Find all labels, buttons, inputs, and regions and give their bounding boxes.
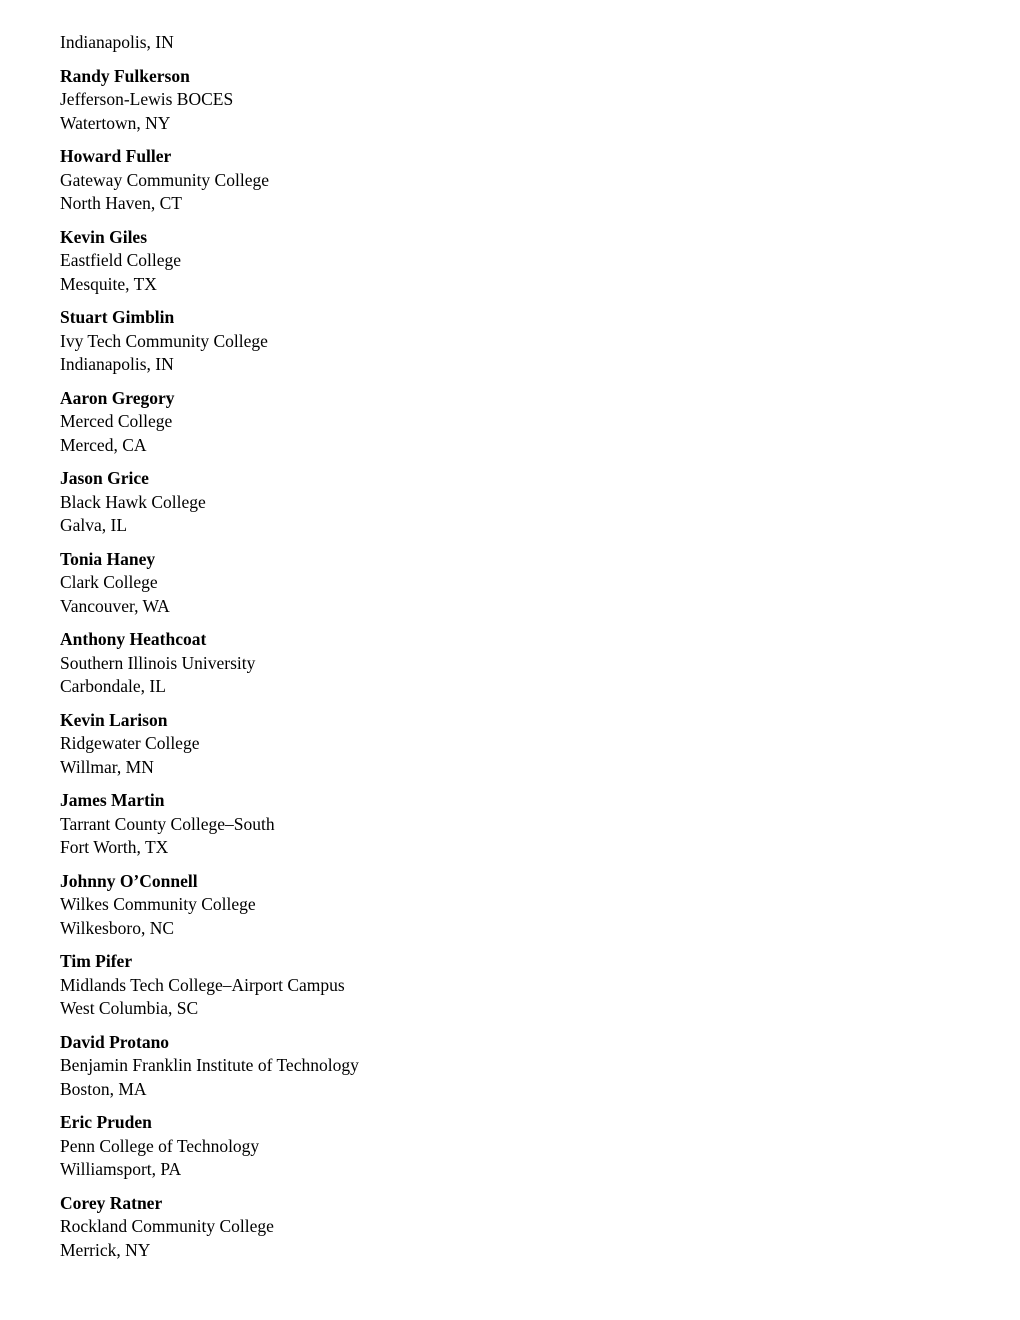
list-item	[60, 226, 960, 297]
list-item	[60, 709, 960, 780]
institution: Wilkes Community College	[60, 894, 256, 914]
list-item	[60, 548, 960, 619]
institution: Ivy Tech Community College	[60, 330, 268, 351]
institution: Eastfield College	[60, 250, 182, 270]
location: West Columbia, SC	[60, 998, 199, 1018]
list-item	[60, 387, 960, 458]
person-name: Kevin Giles	[60, 226, 148, 247]
person-name: Howard Fuller	[60, 146, 172, 166]
institution: Rockland Community College	[60, 1216, 274, 1236]
institution: Midlands Tech College–Airport Campus	[60, 974, 345, 995]
location: Watertown, NY	[60, 112, 171, 133]
person-name: Randy Fulkerson	[60, 65, 190, 86]
person-name: Tonia Haney	[60, 548, 156, 569]
institution: Clark College	[60, 572, 158, 592]
location: Fort Worth, TX	[60, 837, 169, 857]
location: Carbondale, IL	[60, 676, 166, 696]
location: Vancouver, WA	[60, 595, 170, 616]
person-name: Kevin Larison	[60, 709, 168, 730]
institution: Gateway Community College	[60, 169, 269, 190]
person-name: Corey Ratner	[60, 1192, 163, 1213]
person-name: Anthony Heathcoat	[60, 629, 207, 649]
institution: Jefferson-Lewis BOCES	[60, 89, 234, 109]
list-item	[60, 789, 960, 860]
list-item	[60, 870, 960, 941]
person-name: James Martin	[60, 790, 165, 810]
list-item	[60, 467, 960, 538]
institution: Tarrant County College–South	[60, 813, 275, 834]
institution: Black Hawk College	[60, 491, 206, 512]
location: Indianapolis, IN	[60, 354, 174, 374]
continued-location: Indianapolis, IN	[60, 32, 174, 52]
person-name: David Protano	[60, 1031, 170, 1052]
location: Wilkesboro, NC	[60, 917, 175, 938]
list-item	[60, 1031, 960, 1102]
location: Galva, IL	[60, 515, 128, 535]
institution: Ridgewater College	[60, 733, 200, 753]
person-name: Eric Pruden	[60, 1112, 152, 1132]
list-item	[60, 306, 960, 377]
person-name: Jason Grice	[60, 468, 149, 488]
list-item	[60, 65, 960, 136]
location: Williamsport, PA	[60, 1159, 182, 1179]
location: Merrick, NY	[60, 1239, 151, 1260]
location: Boston, MA	[60, 1078, 147, 1099]
list-item	[60, 145, 960, 216]
institution: Merced College	[60, 411, 173, 431]
location: North Haven, CT	[60, 193, 182, 213]
person-name: Aaron Gregory	[60, 387, 175, 408]
location: Willmar, MN	[60, 756, 154, 777]
location: Merced, CA	[60, 434, 147, 455]
location: Mesquite, TX	[60, 273, 157, 294]
person-name: Tim Pifer	[60, 951, 133, 971]
institution: Southern Illinois University	[60, 652, 256, 673]
list-item	[60, 950, 960, 1021]
document-page	[60, 31, 960, 1262]
person-name: Johnny O’Connell	[60, 870, 198, 891]
list-item	[60, 628, 960, 699]
institution: Penn College of Technology	[60, 1135, 260, 1156]
institution: Benjamin Franklin Institute of Technology	[60, 1055, 359, 1075]
list-item	[60, 1192, 960, 1263]
list-item	[60, 1111, 960, 1182]
person-name: Stuart Gimblin	[60, 307, 175, 327]
